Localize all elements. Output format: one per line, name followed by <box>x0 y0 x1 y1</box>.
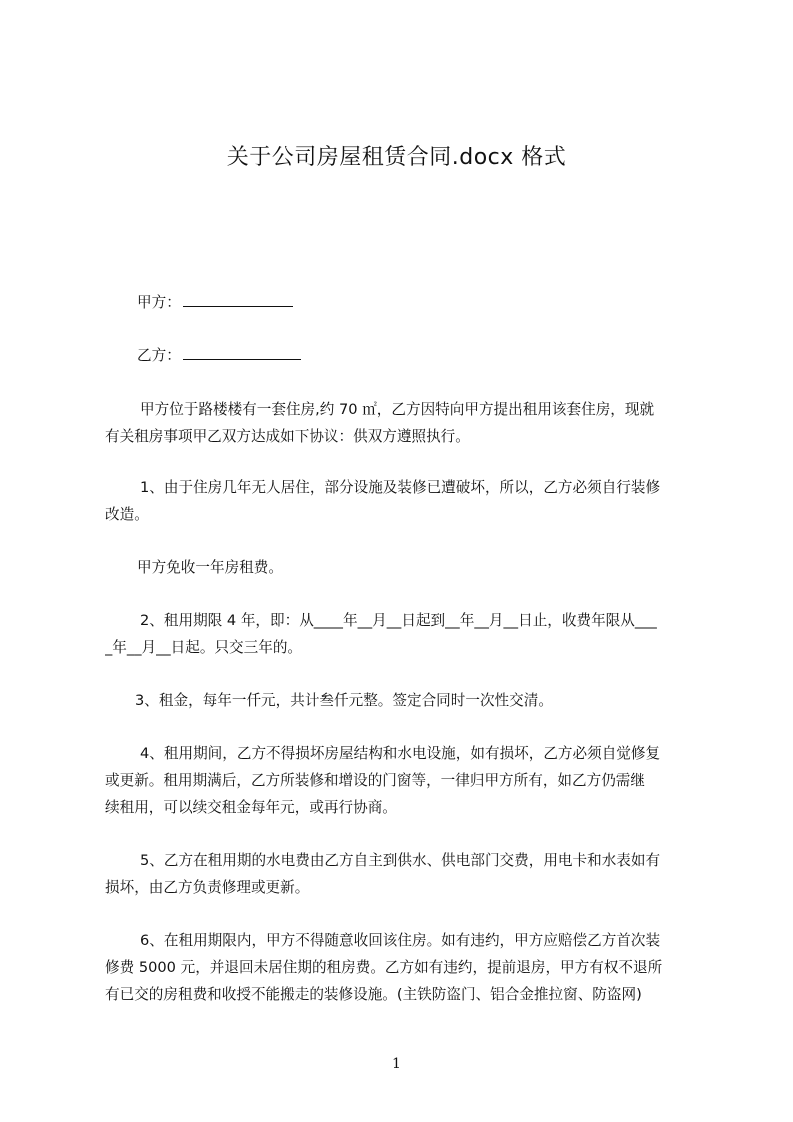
clause-1 <box>105 474 708 528</box>
clause-4-line-1: 4、租用期间，乙方不得损坏房屋结构和水电设施，如有损坏，乙方必须自觉修复 <box>140 745 661 762</box>
clause-4 <box>105 740 708 821</box>
clause-1-line-2: 改造。 <box>105 506 149 523</box>
clause-6 <box>105 927 708 1008</box>
party-b-blank <box>183 343 301 360</box>
clause-6-line-1: 6、在租用期限内，甲方不得随意收回该住房。如有违约，甲方应赔偿乙方首次装 <box>140 932 661 949</box>
rent-free-line: 甲方免收一年房租费。 <box>137 559 283 576</box>
party-b-label: 乙方： <box>137 347 181 364</box>
clause-4-line-3: 续租用，可以续交租金每年元，或再行协商。 <box>105 799 397 816</box>
clause-1-line-1: 1、由于住房几年无人居住，部分设施及装修已遭破坏，所以，乙方必须自行装修 <box>140 479 661 496</box>
clause-3 <box>105 687 708 714</box>
clause-2-line-1: 2、租用期限 4 年，即：从____年__月__日起到__年__月__日止，收费年限从___ <box>140 612 657 629</box>
clause-2-line-2: _年__月__日起。只交三年的。 <box>105 639 303 656</box>
clause-5-line-1: 5、乙方在租用期的水电费由乙方自主到供水、供电部门交费，用电卡和水表如有 <box>140 852 661 869</box>
party-a-blank <box>183 290 293 307</box>
document-title: 关于公司房屋租赁合同.docx 格式 <box>226 145 567 170</box>
page-number: 1 <box>392 1056 401 1072</box>
party-a-label: 甲方： <box>137 294 181 311</box>
clause-2 <box>105 607 708 661</box>
clause-5-line-2: 损坏，由乙方负责修理或更新。 <box>105 879 310 896</box>
clause-6-line-3: 有已交的房租费和收授不能搬走的装修设施。(主铁防盗门、铝合金推拉窗、防盗网) <box>105 986 642 1003</box>
intro-paragraph <box>105 396 708 450</box>
intro-line-1: 甲方位于路楼楼有一套住房,约 70 ㎡，乙方因特向甲方提出租用该套住房，现就 <box>140 401 655 418</box>
party-a-line <box>137 290 293 315</box>
intro-line-2: 有关租房事项甲乙双方达成如下协议：供双方遵照执行。 <box>105 428 470 445</box>
clause-4-line-2: 或更新。租用期满后，乙方所装修和增设的门窗等，一律归甲方所有，如乙方仍需继 <box>105 772 645 789</box>
clause-3-line: 3、租金，每年一仟元，共计叁仟元整。签定合同时一次性交清。 <box>135 692 553 709</box>
clause-6-line-2: 修费 5000 元，并退回未居住期的租房费。乙方如有违约，提前退房，甲方有权不退所 <box>105 959 663 976</box>
party-b-line <box>137 343 301 368</box>
rent-free-paragraph <box>105 554 708 581</box>
clause-5 <box>105 847 708 901</box>
